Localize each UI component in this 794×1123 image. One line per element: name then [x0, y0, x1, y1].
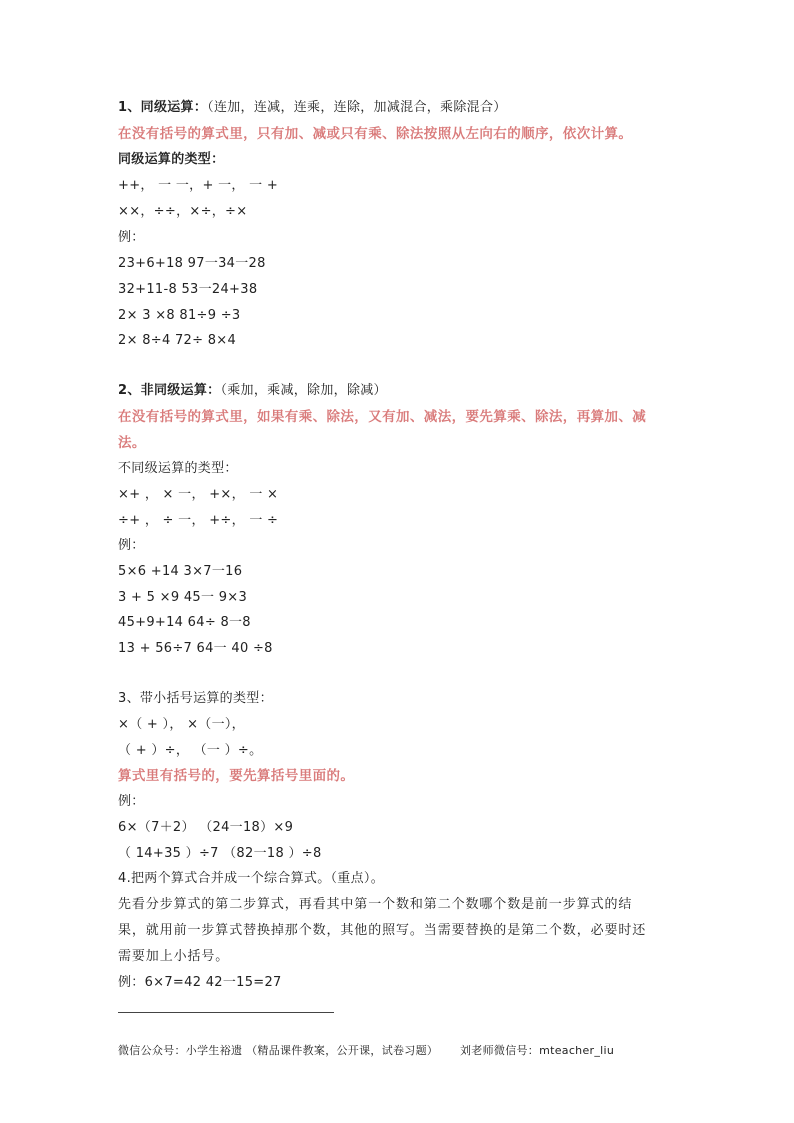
section3-rule: 算式里有括号的，要先算括号里面的。 [118, 768, 355, 784]
section3-heading: 3、带小括号运算的类型： [118, 691, 273, 706]
section1-example: 2× 3 ×8 81÷9 ÷3 [118, 308, 241, 323]
section1-example-label: 例： [118, 230, 145, 245]
section2-rule-continued: 法。 [118, 435, 146, 451]
section1-heading: 1、同级运算： [118, 100, 208, 115]
footer-divider [118, 1012, 334, 1013]
section2-heading: 2、非同级运算： [118, 383, 221, 398]
section2-types-title: 不同级运算的类型： [118, 461, 238, 476]
section2-type-line: ÷+ ， ÷ 一， +÷， 一 ÷ [118, 513, 279, 528]
section1-example: 32+11-8 53一24+38 [118, 282, 258, 297]
section1-heading-note: （连加，连减，连乘，连除，加减混合，乘除混合） [207, 100, 507, 115]
section2-type-line: ×+ ， × 一， +×， 一 × [118, 487, 279, 502]
section4-example: 例：6×7=42 42一15=27 [118, 975, 282, 990]
section2-example: 5×6 +14 3×7一16 [118, 564, 243, 579]
section1-heading-line [118, 100, 507, 116]
footer [118, 1042, 614, 1058]
footer-wechat-account: 微信公众号：小学生裕遗 （精品课件教案，公开课，试卷习题） [118, 1044, 439, 1057]
section3-type-line: （ + ）÷， （一 ）÷。 [118, 743, 263, 758]
section1-types-title: 同级运算的类型： [118, 152, 225, 167]
section1-example: 2× 8÷4 72÷ 8×4 [118, 333, 237, 348]
section2-example-label: 例： [118, 538, 145, 553]
section1-rule: 在没有括号的算式里，只有加、减或只有乘、除法按照从左向右的顺序，依次计算。 [118, 126, 633, 142]
section1-type-line: ++， 一 一，+ 一， 一 + [118, 178, 279, 193]
section2-example: 3 + 5 ×9 45一 9×3 [118, 590, 248, 605]
section4-body-line: 先看分步算式的第二步算式，再看其中第一个数和第二个数哪个数是前一步算式的结 [118, 897, 633, 912]
section4-body-line: 果，就用前一步算式替换掉那个数，其他的照写。当需要替换的是第二个数，必要时还 [118, 923, 647, 938]
section3-type-line: ×（ + ）， ×（一）， [118, 717, 245, 732]
section2-example: 13 + 56÷7 64一 40 ÷8 [118, 641, 273, 656]
footer-teacher-wechat: 刘老师微信号：mteacher_liu [460, 1044, 615, 1057]
section2-example: 45+9+14 64÷ 8一8 [118, 615, 251, 630]
section3-example: （ 14+35 ）÷7 （82一18 ）÷8 [118, 846, 322, 861]
section1-example: 23+6+18 97一34一28 [118, 256, 266, 271]
section4-body-line: 需要加上小括号。 [118, 949, 230, 964]
section4-heading: 4.把两个算式合并成一个综合算式。（重点）。 [118, 871, 385, 886]
section3-example: 6×（7＋2） （24一18）×9 [118, 820, 294, 835]
section2-heading-line [118, 383, 387, 399]
section1-type-line: ××，÷÷，×÷，÷× [118, 204, 248, 219]
section3-example-label: 例： [118, 794, 145, 809]
section2-rule: 在没有括号的算式里，如果有乘、除法，又有加、减法，要先算乘、除法，再算加、减 [118, 409, 647, 425]
section2-heading-note: （乘加，乘减，除加，除减） [220, 383, 387, 398]
